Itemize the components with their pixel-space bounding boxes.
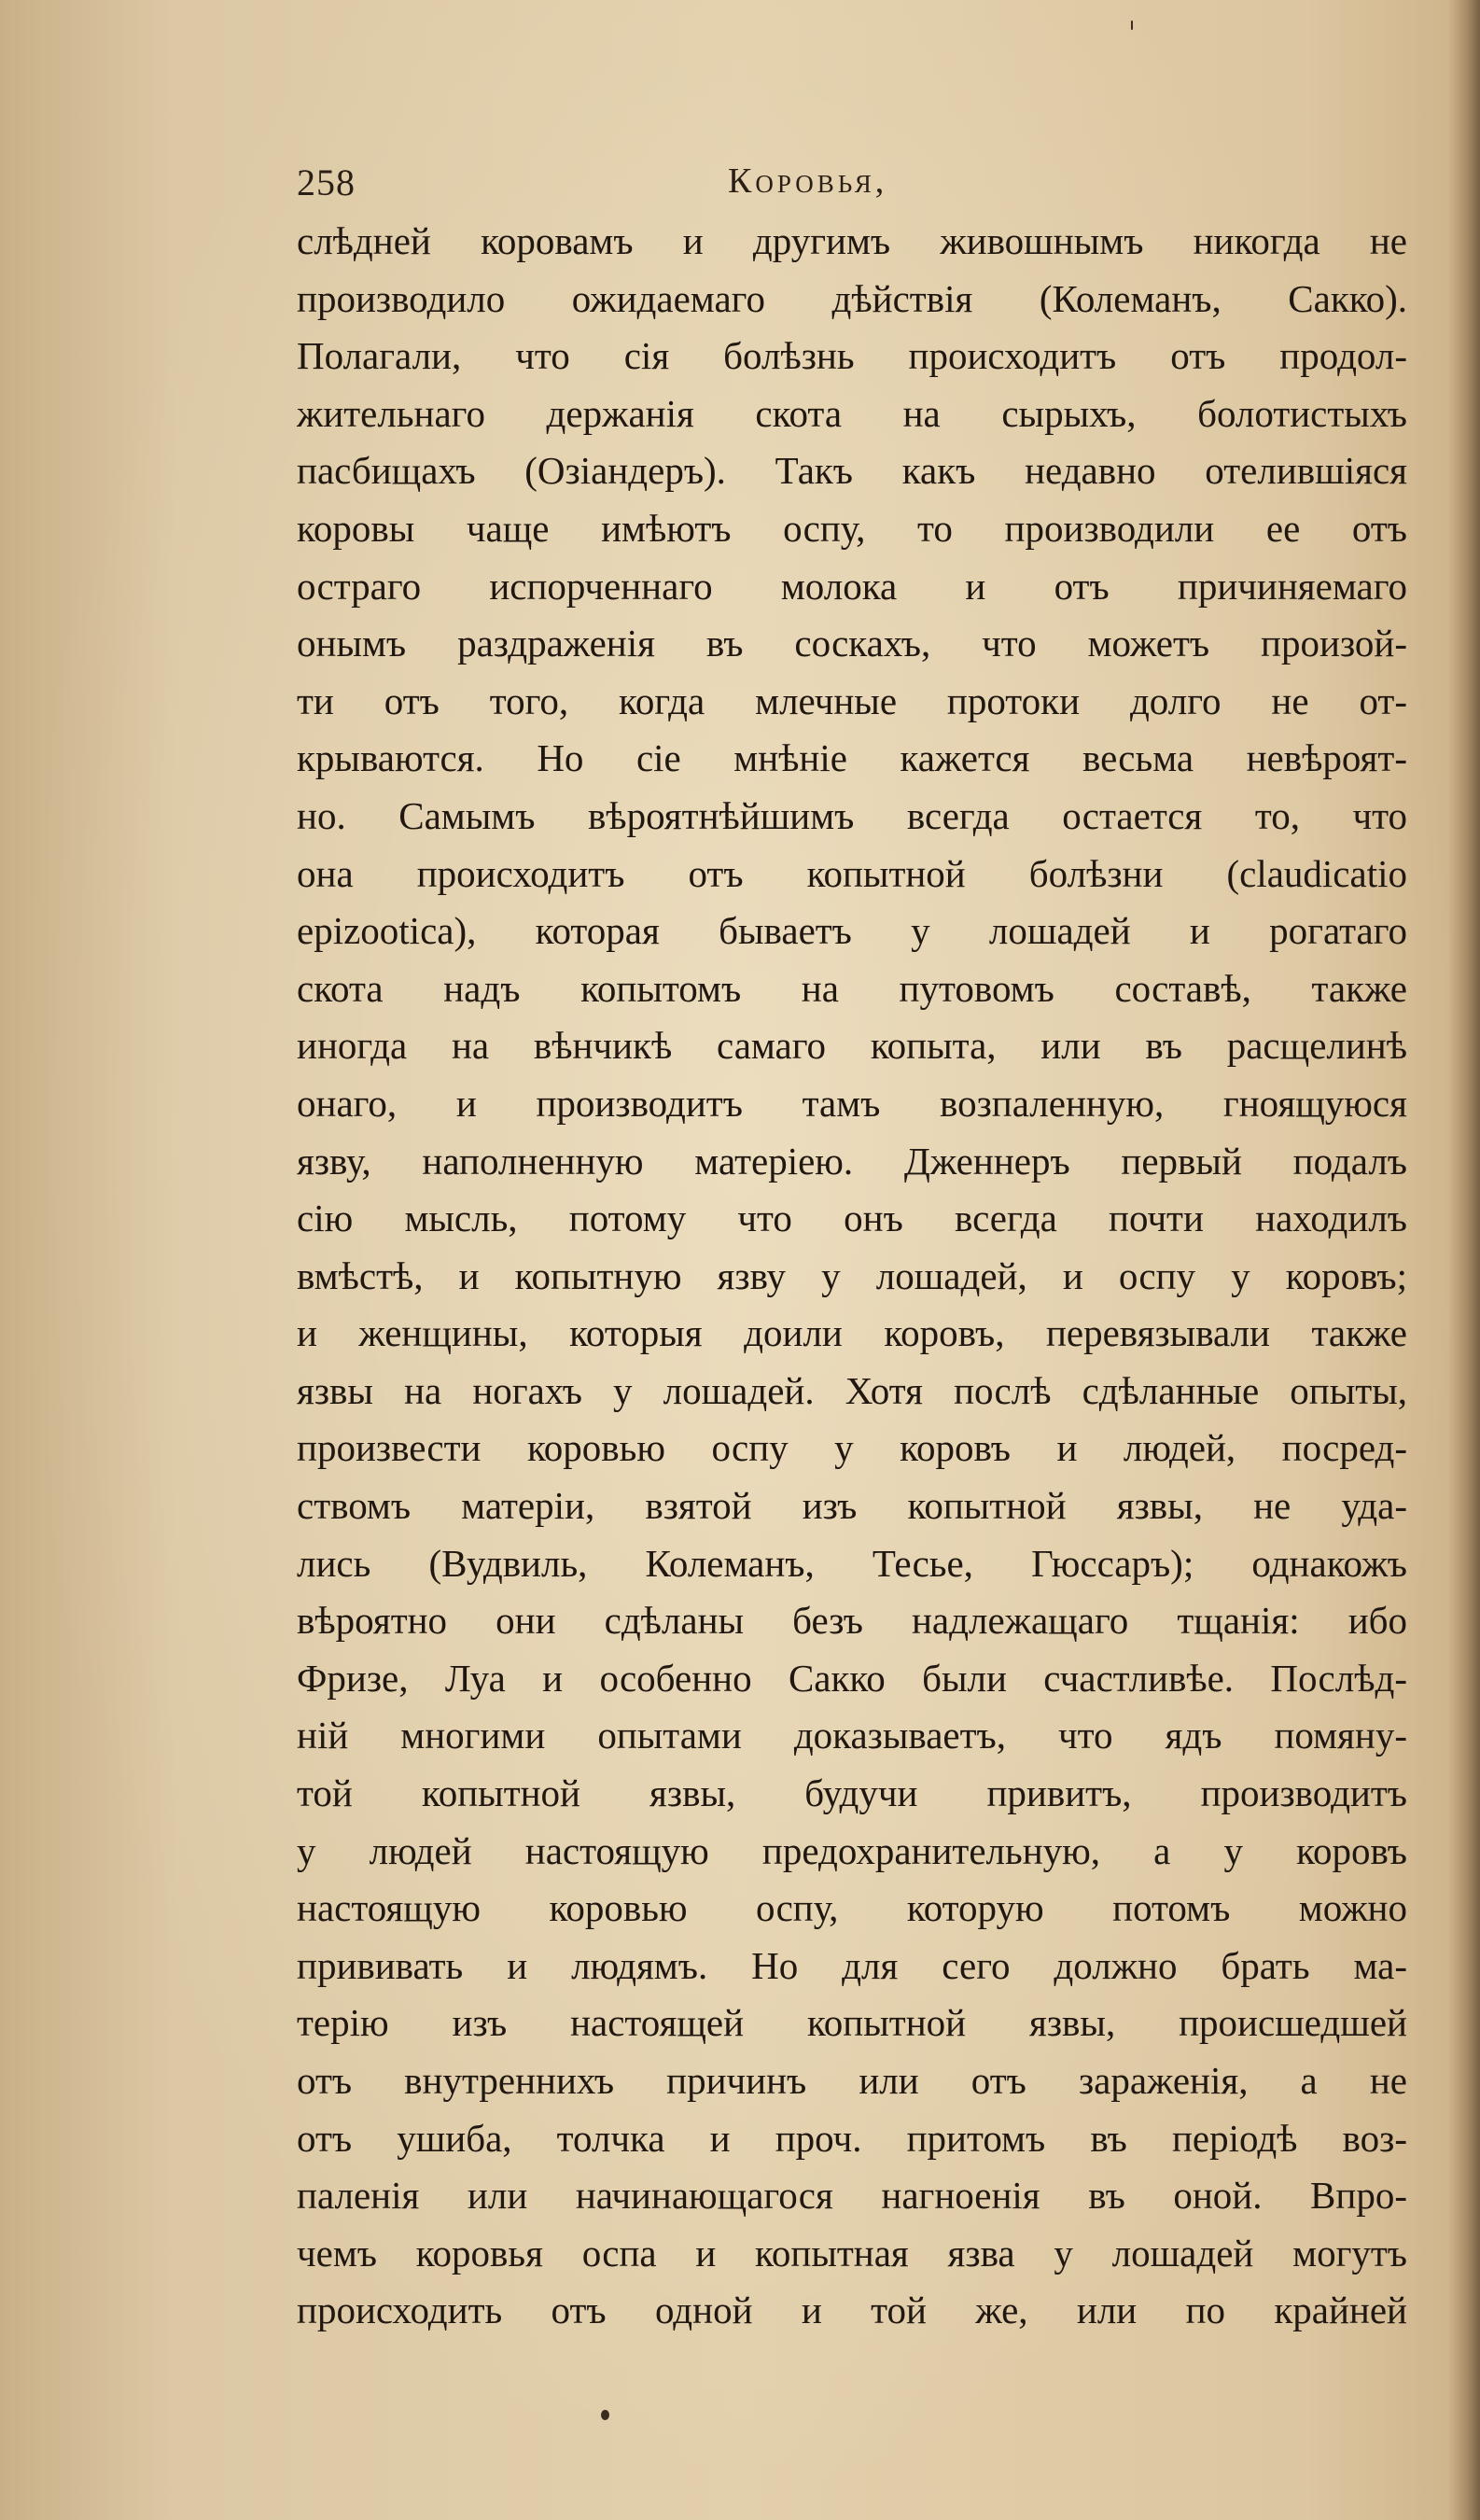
text-line: ній многими опытами доказываетъ, что ядъ помяну- (297, 1714, 1407, 1757)
text-line: слѣдней коровамъ и другимъ живошнымъ никогда не (297, 219, 1407, 262)
text-line: epizootica), которая бываетъ у лошадей и рогатаго (297, 909, 1407, 953)
text-line: вмѣстѣ, и копытную язву у лошадей, и оспу у коровъ; (297, 1253, 1407, 1297)
text-line: отъ ушиба, толчка и проч. притомъ въ періодѣ воз- (297, 2116, 1407, 2160)
text-line: остраго испорченнаго молока и отъ причиняемаго (297, 564, 1407, 608)
text-line: чемъ коровья оспа и копытная язва у лошадей могутъ (297, 2231, 1407, 2275)
text-line: скота надъ копытомъ на путовомъ составѣ, также (297, 966, 1407, 1010)
text-line: и женщины, которыя доили коровъ, перевязывали также (297, 1311, 1407, 1355)
page-edge-shadow (1448, 0, 1480, 2520)
text-line: пасбищахъ (Озіандеръ). Такъ какъ недавно отелившіяся (297, 449, 1407, 493)
text-line: терію изъ настоящей копытной язвы, происшедшей (297, 2001, 1407, 2045)
text-line: происходить отъ одной и той же, или по крайней (297, 2289, 1407, 2332)
text-line: прививать и людямъ. Но для сего должно брать ма- (297, 1943, 1407, 1987)
text-line: онымъ раздраженія въ соскахъ, что можетъ произой- (297, 622, 1407, 665)
text-line: коровы чаще имѣютъ оспу, то производили ее отъ (297, 506, 1407, 550)
text-line: ти отъ того, когда млечные протоки долго не от- (297, 679, 1407, 722)
text-line: Полагали, что сія болѣзнь происходитъ отъ продол- (297, 334, 1407, 378)
text-line: Фризе, Луа и особенно Сакко были счастливѣе. Послѣд- (297, 1656, 1407, 1700)
text-line: той копытной язвы, будучи привитъ, производитъ (297, 1771, 1407, 1815)
text-line: у людей настоящую предохранительную, а у коровъ (297, 1828, 1407, 1872)
ink-speck (601, 2410, 609, 2420)
page-number: 258 (297, 161, 356, 203)
text-line: иногда на вѣнчикѣ самаго копыта, или въ расщелинѣ (297, 1024, 1407, 1068)
ink-speck (1131, 21, 1133, 30)
text-line: ствомъ матеріи, взятой изъ копытной язвы, не уда- (297, 1484, 1407, 1528)
text-line: язвы на ногахъ у лошадей. Хотя послѣ сдѣланные опыты, (297, 1368, 1407, 1412)
text-line: вѣроятно они сдѣланы безъ надлежащаго тщанія: ибо (297, 1599, 1407, 1643)
text-line: паленія или начинающагося нагноенія въ оной. Впро- (297, 2174, 1407, 2218)
text-line: лись (Вудвиль, Колеманъ, Тесье, Гюссаръ); однакожъ (297, 1541, 1407, 1585)
text-line: производило ожидаемаго дѣйствія (Колеманъ, Сакко). (297, 276, 1407, 320)
page-header (297, 161, 1394, 207)
text-line: произвести коровью оспу у коровъ и людей, посред- (297, 1426, 1407, 1470)
text-line: онаго, и производитъ тамъ возпаленную, гноящуюся (297, 1081, 1407, 1125)
text-line: но. Самымъ вѣроятнѣйшимъ всегда остается то, что (297, 793, 1407, 837)
text-line: она происходитъ отъ копытной болѣзни (claudicatio (297, 851, 1407, 895)
text-line: отъ внутреннихъ причинъ или отъ зараженія, а не (297, 2059, 1407, 2102)
text-line: сію мысль, потому что онъ всегда почти находилъ (297, 1197, 1407, 1240)
text-line: настоящую коровью оспу, которую потомъ можно (297, 1886, 1407, 1930)
running-head: Коровья, (728, 161, 888, 201)
body-text (297, 213, 1407, 2340)
text-line: язву, наполненную матеріею. Дженнеръ первый подалъ (297, 1139, 1407, 1183)
text-line: жительнаго держанія скота на сырыхъ, болотистыхъ (297, 391, 1407, 435)
text-line: крываются. Но сіе мнѣніе кажется весьма невѣроят- (297, 736, 1407, 780)
